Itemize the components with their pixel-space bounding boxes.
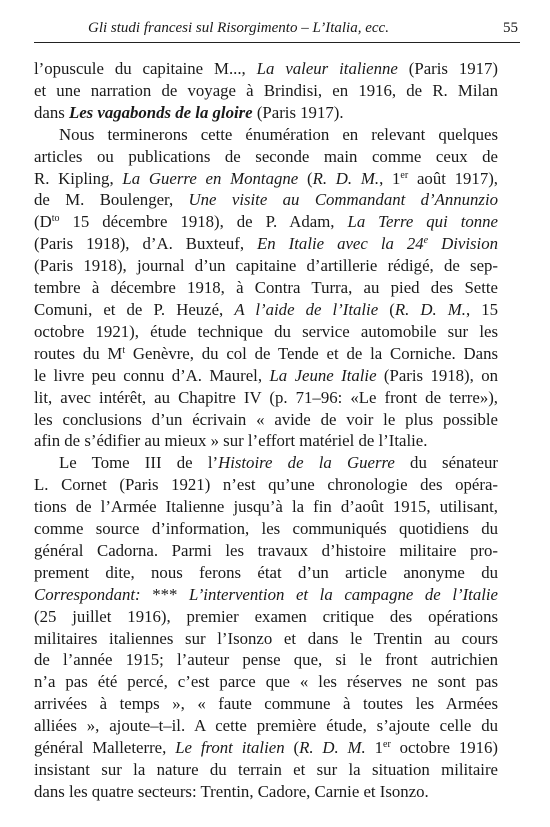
text-run: afin de s’édifier au mieux » sur l’effort matériel de l’Italie. — [34, 431, 428, 451]
text-run: L. Cornet (Paris 1921) n’est qu’une chronologie des opéra- — [34, 475, 498, 495]
running-title: Gli studi francesi sul Risorgimento – L’Italia, ecc. — [88, 20, 389, 36]
text-line — [34, 518, 498, 540]
text-run: arrivées à temps », « faute commune à toutes les Armées — [34, 694, 498, 714]
running-header — [34, 14, 520, 43]
text-line — [34, 58, 498, 80]
text-run: ( — [284, 738, 300, 758]
text-run: (D — [34, 212, 52, 232]
text-line — [34, 124, 498, 146]
paragraph — [34, 124, 498, 453]
text-run: général Malleterre, — [34, 738, 176, 758]
text-line — [34, 430, 498, 452]
italic-run: L’intervention et la campagne de l’Italie — [188, 584, 499, 604]
text-line — [34, 255, 498, 277]
text-run: ( — [298, 168, 313, 188]
text-line — [34, 387, 498, 409]
text-run: général Cadorna. Parmi les travaux d’histoire militaire pro- — [34, 540, 498, 560]
text-run: routes du M — [34, 343, 123, 363]
text-run: (25 juillet 1916), premier examen critique des opérations — [34, 606, 498, 626]
text-run: tions de l’Armée Italienne jusqu’à la fin d’août 1915, utilisant, — [34, 497, 498, 517]
text-run: août 1917), — [408, 168, 498, 188]
text-run: prement dite, nous ferons état d’un article anonyme du — [34, 562, 498, 582]
text-line — [34, 715, 498, 737]
text-run: comme source d’information, les communiqués quotidiens du — [34, 519, 498, 539]
italic-run: Histoire de la Guerre — [218, 453, 395, 473]
text-run: , 15 — [465, 299, 499, 319]
text-run: lit, avec intérêt, au Chapitre IV (p. 71–96: «Le front de terre»), — [34, 387, 498, 407]
italic-run: En Italie avec la 24 — [257, 234, 424, 254]
text-line — [34, 671, 498, 693]
italic-run: Les vagabonds de la gloire — [68, 102, 253, 122]
text-run: (Paris 1918), journal d’un capitaine d’artillerie rédigé, de sep- — [34, 256, 498, 276]
page-number: 55 — [503, 20, 518, 36]
superscript-run: er — [400, 169, 409, 181]
text-run: militaires italiennes sur l’Isonzo et dans le Trentin au cours — [34, 628, 498, 648]
text-line — [34, 781, 498, 803]
superscript-run: er — [383, 739, 391, 751]
text-run: (Paris 1917). — [252, 102, 344, 122]
text-line — [34, 146, 498, 168]
text-line — [34, 562, 498, 584]
italic-run: R. D. M. — [299, 738, 366, 758]
text-run: de M. Boulenger, — [34, 190, 189, 210]
text-run: dans — [34, 102, 69, 122]
text-run: R. Kipling, — [34, 168, 123, 188]
text-line — [34, 409, 498, 431]
text-run: tembre à décembre 1918, à Contra Turra, au pied des Sette — [34, 278, 498, 298]
text-run: 1 — [365, 738, 383, 758]
text-run: octobre 1921), étude technique du service automobile sur les — [34, 321, 498, 341]
text-run: Comuni, et de P. Heuzé, — [34, 299, 235, 319]
text-run: (Paris 1918), d’A. Buxteuf, — [34, 234, 258, 254]
text-line — [34, 737, 498, 759]
text-line — [34, 102, 498, 124]
text-line — [34, 496, 498, 518]
text-run: (Paris 1918), on — [376, 365, 498, 385]
italic-run: La Terre qui tonne — [347, 212, 498, 232]
text-run: *** — [140, 584, 189, 604]
text-run: du sénateur — [394, 453, 498, 473]
text-run: de l’année 1915; l’auteur pense que, si le front autrichien — [34, 650, 498, 670]
text-line — [34, 277, 498, 299]
superscript-run: t — [122, 344, 126, 356]
text-line — [34, 628, 498, 650]
superscript-run: to — [51, 213, 60, 225]
italic-run: R. D. M. — [312, 168, 380, 188]
italic-run: A l’aide de l’Italie — [234, 299, 379, 319]
text-line — [34, 168, 498, 190]
text-line — [34, 584, 498, 606]
text-run: Le Tome III de l’ — [59, 453, 219, 473]
italic-run: La valeur italienne — [256, 59, 398, 78]
text-line — [34, 80, 498, 102]
italic-run: e — [423, 235, 429, 247]
text-run: l’opuscule du capitaine M..., — [34, 59, 257, 78]
text-run: octobre 1916) — [390, 738, 498, 758]
text-line — [34, 606, 498, 628]
paragraph — [34, 58, 498, 124]
body-text — [34, 58, 498, 803]
text-line — [34, 189, 498, 211]
text-line — [34, 299, 498, 321]
italic-run: Division — [428, 234, 498, 254]
text-line — [34, 540, 498, 562]
italic-run: Le front italien — [175, 738, 285, 758]
italic-run: La Guerre en Montagne — [122, 168, 299, 188]
text-run: le livre peu connu d’A. Maurel, — [34, 365, 270, 385]
text-run: Nous terminerons cette énumération en relevant quelques — [59, 124, 498, 144]
text-line — [34, 211, 498, 233]
text-run: les conclusions d’un écrivain « avide de voir le plus possible — [34, 409, 498, 429]
paragraph — [34, 452, 498, 803]
text-run: alliées », ajoute–t–il. A cette première étude, s’ajoute celle du — [34, 716, 498, 736]
italic-run: Correspondant: — [34, 584, 141, 604]
text-run: n’a pas été percé, c’est parce que « les réserves ne sont pas — [34, 672, 498, 692]
text-line — [34, 649, 498, 671]
italic-run: R. D. M. — [394, 299, 466, 319]
text-line — [34, 321, 498, 343]
text-line — [34, 365, 498, 387]
text-run: Genèvre, du col de Tende et de la Corniche. Dans — [125, 343, 499, 363]
text-run: insistant sur la nature du terrain et sur la situation militaire — [34, 760, 498, 779]
italic-run: La Jeune Italie — [269, 365, 377, 385]
text-run: , 1 — [379, 168, 401, 188]
text-line — [34, 474, 498, 496]
text-line — [34, 452, 498, 474]
text-run: ( — [378, 299, 395, 319]
text-line — [34, 759, 498, 781]
text-line — [34, 343, 498, 365]
text-run: dans les quatre secteurs: Trentin, Cadore, Carnie et Isonzo. — [34, 781, 429, 801]
text-run: et une narration de voyage à Brindisi, en 1916, de R. Milan — [34, 80, 498, 100]
italic-run: Une visite au Commandant d’Annunzio — [188, 190, 499, 210]
text-run: articles ou publications de seconde main comme ceux de — [34, 146, 498, 166]
text-run: (Paris 1917) — [397, 59, 499, 78]
text-line — [34, 233, 498, 255]
text-line — [34, 693, 498, 715]
text-run: 15 décembre 1918), de P. Adam, — [59, 212, 348, 232]
